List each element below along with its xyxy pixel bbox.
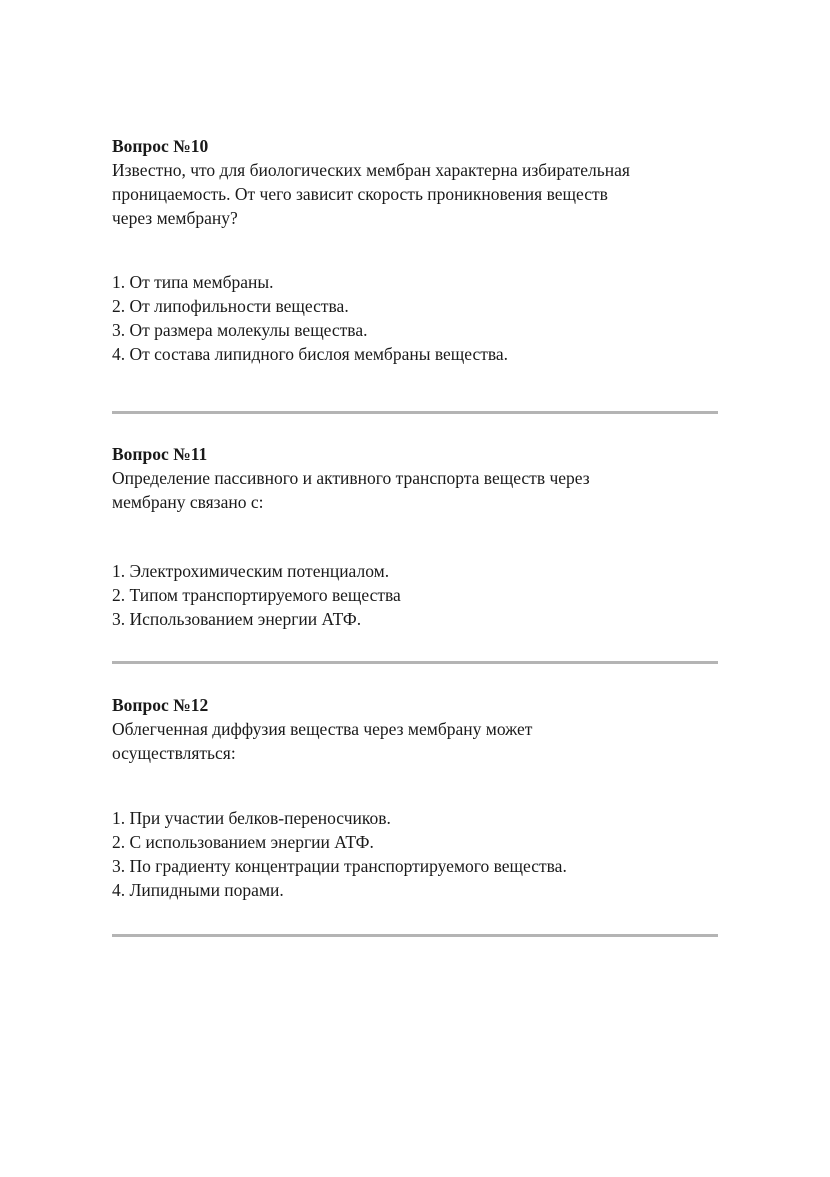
answer-list-12 bbox=[112, 806, 718, 902]
answer-option: 3. Использованием энергии АТФ. bbox=[112, 609, 362, 629]
question-title: Вопрос №12 bbox=[112, 695, 209, 715]
divider bbox=[112, 934, 718, 937]
question-12 bbox=[112, 693, 718, 765]
answer-option: 3. По градиенту концентрации транспортируемого вещества. bbox=[112, 856, 567, 876]
answer-option: 1. От типа мембраны. bbox=[112, 272, 274, 292]
question-text-line: Облегченная диффузия вещества через мембрану может bbox=[112, 719, 533, 739]
question-text-line: Определение пассивного и активного транспорта веществ через bbox=[112, 468, 590, 488]
answer-list-11 bbox=[112, 559, 718, 631]
question-text-line: проницаемость. От чего зависит скорость проникновения веществ bbox=[112, 184, 608, 204]
question-text-line: через мембрану? bbox=[112, 208, 238, 228]
question-text-line: осуществляться: bbox=[112, 743, 236, 763]
question-11 bbox=[112, 442, 718, 514]
divider bbox=[112, 661, 718, 664]
question-title: Вопрос №11 bbox=[112, 444, 208, 464]
question-10 bbox=[112, 134, 718, 230]
answer-option: 2. С использованием энергии АТФ. bbox=[112, 832, 374, 852]
answer-option: 4. От состава липидного бислоя мембраны вещества. bbox=[112, 344, 509, 364]
answer-option: 3. От размера молекулы вещества. bbox=[112, 320, 368, 340]
answer-option: 1. При участии белков-переносчиков. bbox=[112, 808, 391, 828]
answer-option: 4. Липидными порами. bbox=[112, 880, 284, 900]
answer-option: 2. Типом транспортируемого вещества bbox=[112, 585, 401, 605]
answer-option: 2. От липофильности вещества. bbox=[112, 296, 349, 316]
divider bbox=[112, 411, 718, 414]
question-title: Вопрос №10 bbox=[112, 136, 209, 156]
question-text-line: мембрану связано с: bbox=[112, 492, 264, 512]
question-text-line: Известно, что для биологических мембран характерна избирательная bbox=[112, 160, 630, 180]
answer-list-10 bbox=[112, 270, 718, 366]
answer-option: 1. Электрохимическим потенциалом. bbox=[112, 561, 390, 581]
